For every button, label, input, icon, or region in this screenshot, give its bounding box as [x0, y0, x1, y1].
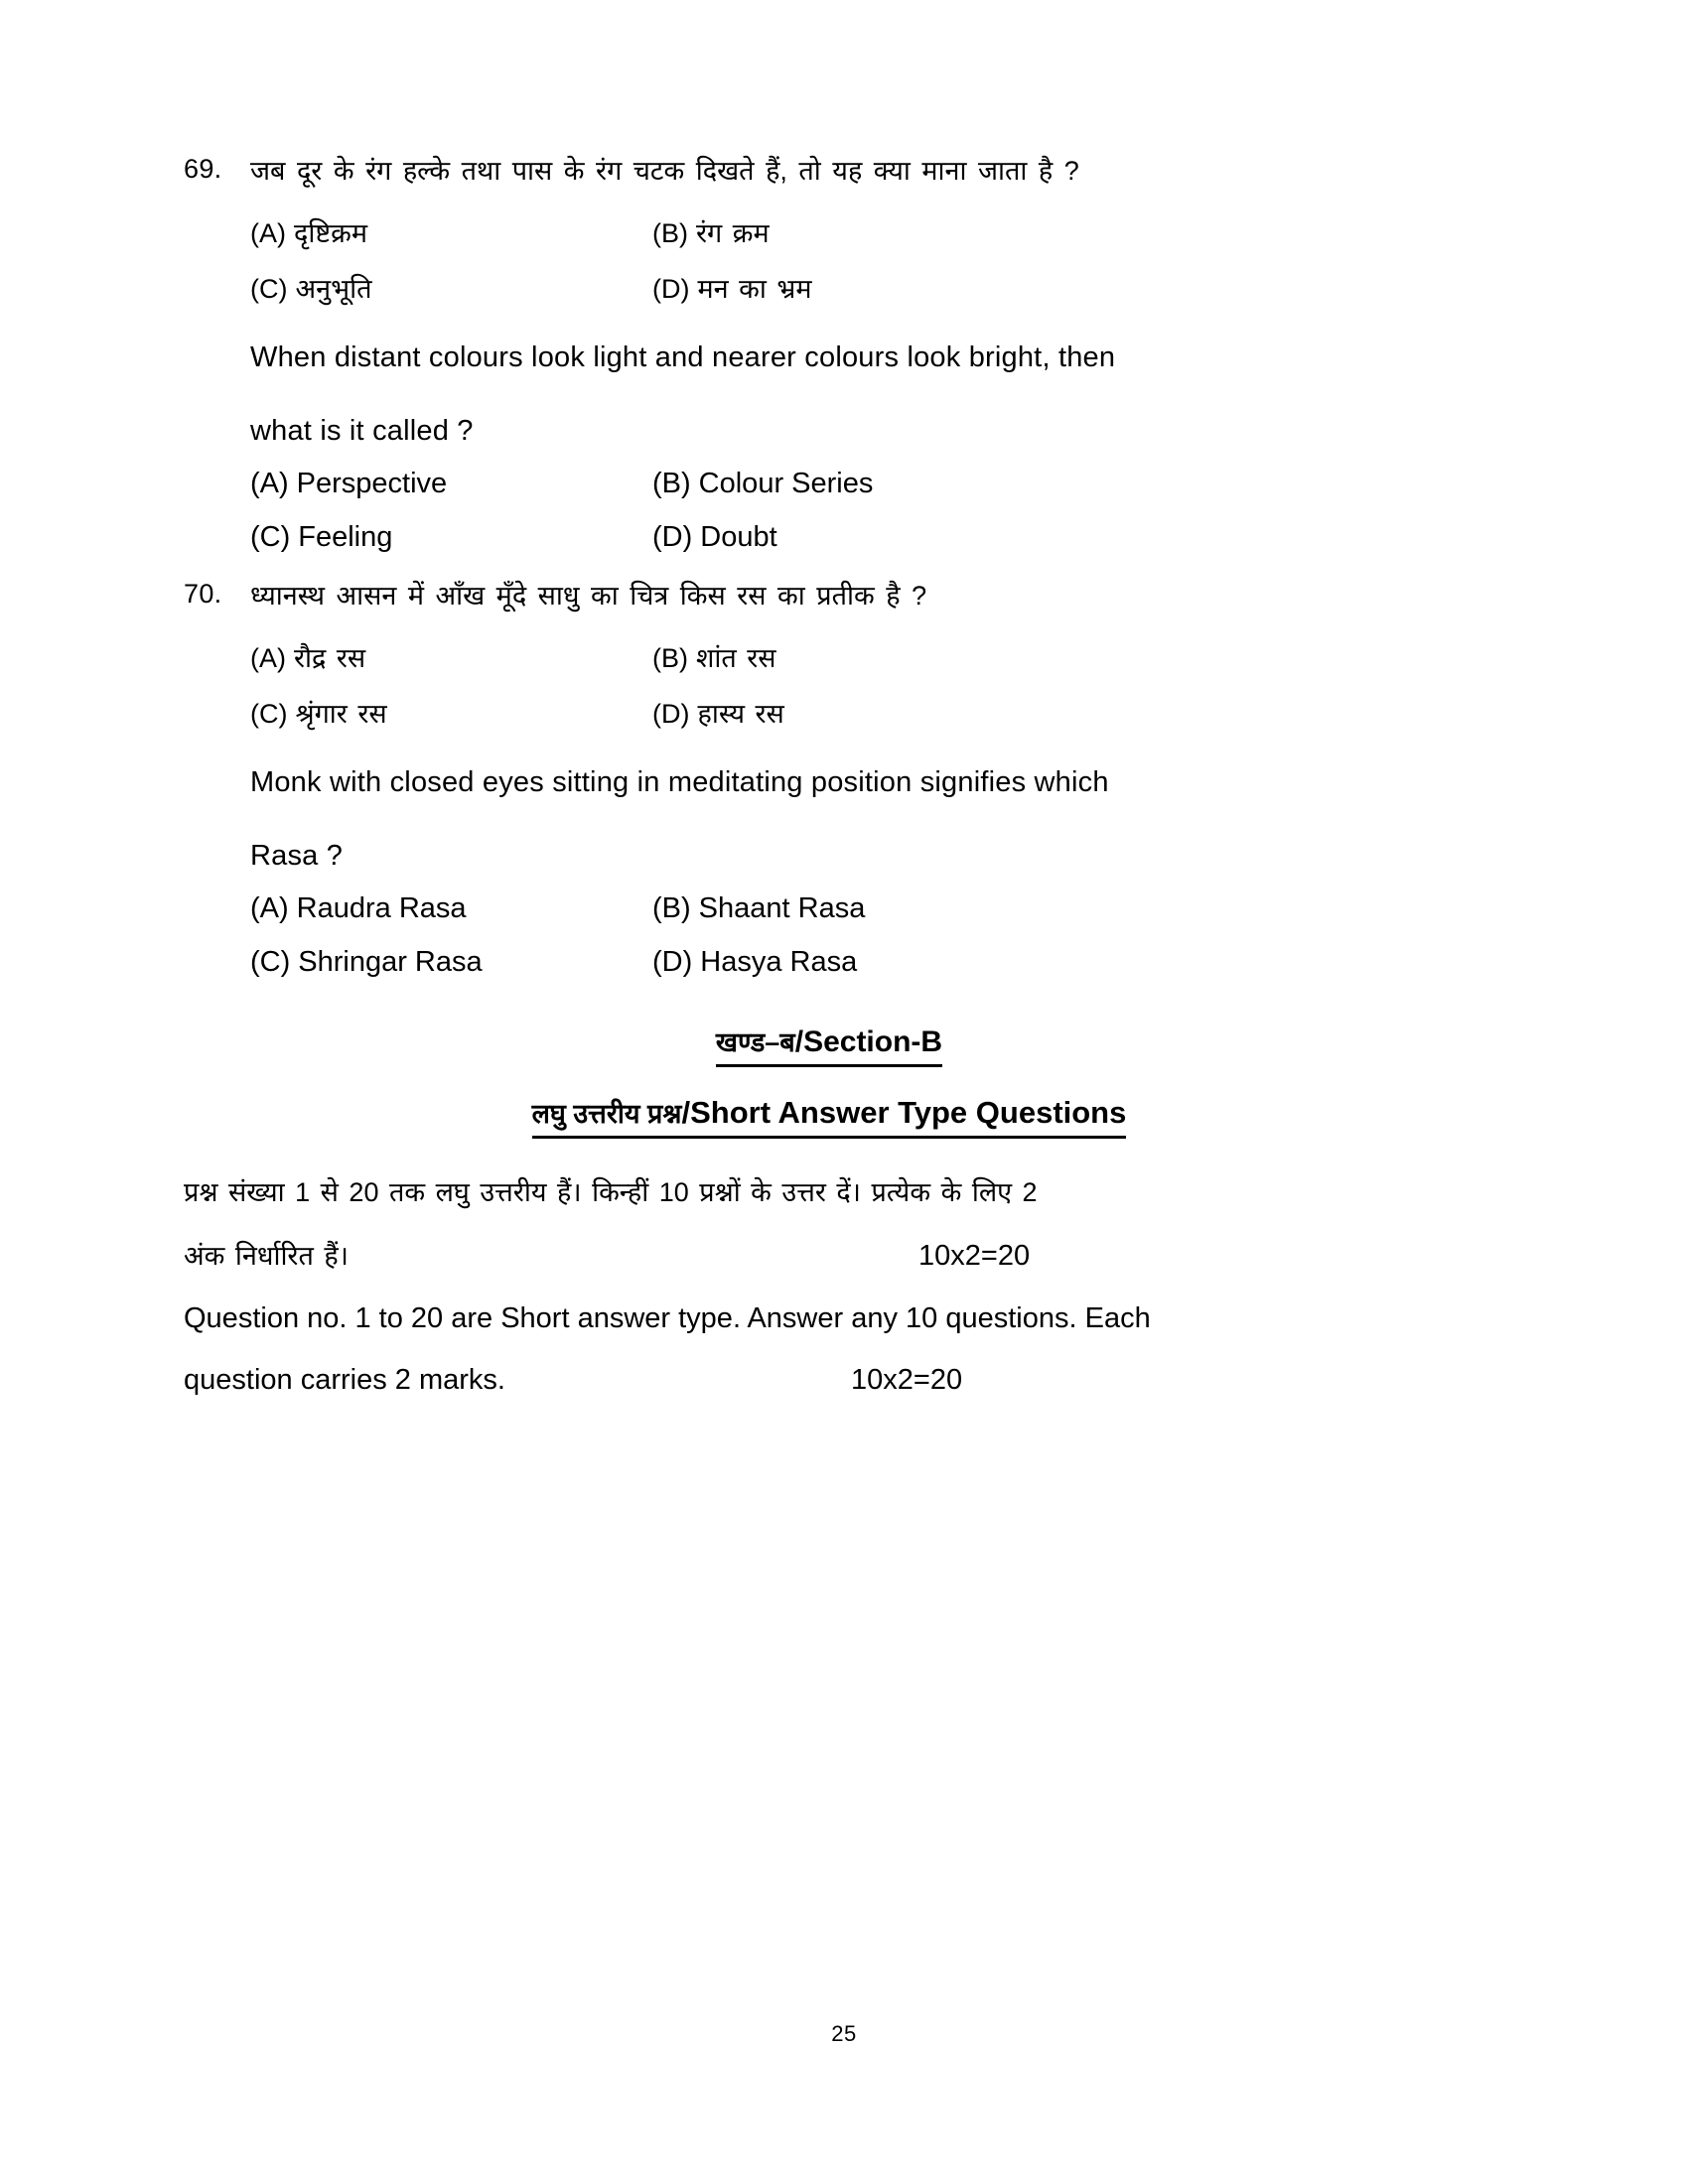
option-b-label: (B): [652, 643, 688, 673]
option-b-text: रंग क्रम: [696, 218, 770, 248]
option-a-en-text: Raudra Rasa: [296, 892, 467, 924]
option-d-en-label: (D): [652, 521, 693, 553]
option-d-en-text: Doubt: [700, 521, 777, 553]
option-b-en[interactable]: [652, 467, 873, 500]
question-text-english-line2: Rasa ?: [250, 840, 344, 872]
option-a-en-text: Perspective: [296, 468, 448, 499]
option-a-label: (A): [250, 218, 286, 248]
option-row-cd: [250, 272, 1475, 306]
question-text-english-line1: When distant colours look light and nearer colours look bright, then: [250, 341, 1116, 373]
option-a-en-label: (A): [250, 892, 289, 924]
option-c-en-text: Feeling: [298, 521, 393, 553]
options-english: [250, 467, 1475, 554]
question-text-hindi: जब दूर के रंग हल्के तथा पास के रंग चटक दिखते हैं, तो यह क्या माना जाता है ?: [250, 156, 1079, 186]
option-c-text: अनुभूति: [295, 274, 372, 304]
option-c-text: श्रृंगार रस: [295, 699, 387, 729]
option-b-en-label: (B): [652, 892, 691, 924]
option-a-en[interactable]: [250, 467, 652, 500]
option-d-text: मन का भ्रम: [697, 274, 812, 304]
instructions-block: [184, 1160, 1475, 1411]
option-d-en[interactable]: [652, 945, 857, 979]
option-c-en[interactable]: [250, 945, 652, 979]
option-a-text: रौद्र रस: [294, 643, 366, 673]
option-b[interactable]: [652, 641, 776, 675]
short-answer-heading-separator: /: [681, 1095, 691, 1130]
option-c-en-label: (C): [250, 946, 291, 978]
option-b-label: (B): [652, 218, 688, 248]
instruction-hindi-line2-text: अंक निर्धारित हैं।: [184, 1241, 349, 1271]
question-body: [250, 574, 1475, 979]
option-d-en-text: Hasya Rasa: [700, 946, 858, 978]
option-d-en-label: (D): [652, 946, 693, 978]
section-b-heading-hindi: खण्ड–ब: [715, 1027, 795, 1057]
option-a-en[interactable]: [250, 891, 652, 925]
question-text-english-line2: what is it called ?: [250, 415, 474, 447]
section-b-heading-english: Section-B: [803, 1025, 943, 1058]
option-d[interactable]: [652, 697, 784, 731]
options-hindi: [250, 641, 1475, 731]
option-d-label: (D): [652, 699, 690, 729]
option-row-ab: [250, 641, 1475, 675]
section-b-heading: [184, 1023, 1475, 1067]
section-b-heading-separator: /: [794, 1025, 804, 1058]
short-answer-heading-hindi: लघु उत्तरीय प्रश्न: [531, 1099, 682, 1129]
option-row-cd-en: [250, 945, 1475, 979]
question-number: 70.: [184, 579, 222, 609]
instruction-hindi-line1: प्रश्न संख्या 1 से 20 तक लघु उत्तरीय हैं। किन्हीं 10 प्रश्नों के उत्तर दें। प्रत्येक के लिए 2: [184, 1177, 1038, 1207]
question-body: [250, 149, 1475, 554]
option-row-ab-en: [250, 467, 1475, 500]
short-answer-heading-english: Short Answer Type Questions: [690, 1095, 1127, 1130]
option-d-label: (D): [652, 274, 690, 304]
question-text-hindi: ध्यानस्थ आसन में आँख मूँदे साधु का चित्र किस रस का प्रतीक है ?: [250, 581, 927, 611]
option-b-en-label: (B): [652, 468, 691, 499]
question-number: 69.: [184, 154, 222, 184]
option-d-en[interactable]: [652, 520, 777, 554]
instruction-english-line2: [184, 1349, 1475, 1411]
option-b[interactable]: [652, 216, 770, 250]
question-text-english-line1: Monk with closed eyes sitting in meditating position signifies which: [250, 766, 1109, 798]
question-70: [184, 574, 1475, 979]
page-number: 25: [831, 2021, 857, 2046]
option-b-en-text: Colour Series: [698, 468, 874, 499]
instruction-english-line1: Question no. 1 to 20 are Short answer type. Answer any 10 questions. Each: [184, 1302, 1151, 1334]
option-a-en-label: (A): [250, 468, 289, 499]
option-row-cd: [250, 697, 1475, 731]
option-c[interactable]: [250, 272, 652, 306]
option-b-en[interactable]: [652, 891, 865, 925]
page-content: [184, 149, 1475, 1411]
option-row-cd-en: [250, 520, 1475, 554]
option-b-text: शांत रस: [696, 643, 776, 673]
option-a-label: (A): [250, 643, 286, 673]
option-c-en-text: Shringar Rasa: [298, 946, 483, 978]
option-row-ab: [250, 216, 1475, 250]
options-english: [250, 891, 1475, 979]
option-a[interactable]: [250, 216, 652, 250]
question-69: [184, 149, 1475, 554]
instruction-hindi-line2: [184, 1224, 1475, 1288]
instruction-hindi-marks: 10x2=20: [918, 1240, 1031, 1272]
option-c-label: (C): [250, 274, 288, 304]
option-row-ab-en: [250, 891, 1475, 925]
section-b-heading-inner: [716, 1023, 942, 1067]
short-answer-heading: [184, 1093, 1475, 1139]
option-d[interactable]: [652, 272, 811, 306]
instruction-english-marks: 10x2=20: [851, 1364, 963, 1396]
short-answer-heading-inner: [532, 1093, 1127, 1139]
options-hindi: [250, 216, 1475, 306]
option-c-en[interactable]: [250, 520, 652, 554]
option-d-text: हास्य रस: [697, 699, 784, 729]
option-c-label: (C): [250, 699, 288, 729]
option-a-text: दृष्टिक्रम: [294, 218, 367, 248]
instruction-english-line2-text: question carries 2 marks.: [184, 1364, 505, 1396]
option-a[interactable]: [250, 641, 652, 675]
option-c[interactable]: [250, 697, 652, 731]
option-c-en-label: (C): [250, 521, 291, 553]
option-b-en-text: Shaant Rasa: [698, 892, 866, 924]
